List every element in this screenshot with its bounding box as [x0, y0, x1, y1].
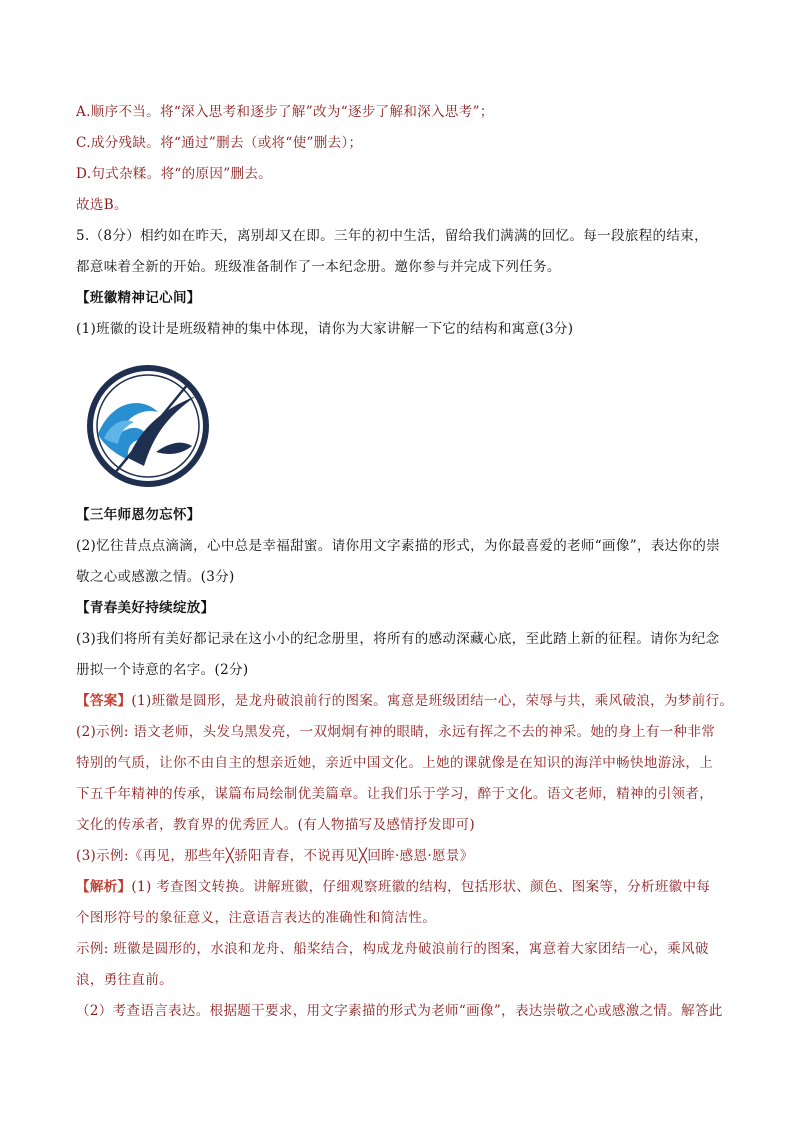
answer-2-line-4: 文化的传承者，教育界的优秀匠人。(有人物描写及感情抒发即可) — [76, 817, 476, 833]
answer-2-line-3: 下五千年精神的传承，谋篇布局绘制优美篇章。让我们乐于学习，醉于文化。语文老师，精神的引领者， — [76, 786, 714, 802]
answer-1 — [76, 691, 736, 711]
answer-2-line-1: (2)示例: 语文老师，头发乌黑发亮，一双炯炯有神的眼睛，永远有挥之不去的神采。她的身上有一种非常 — [76, 724, 716, 740]
answer-3: (3)示例:《再见，那些年╳骄阳青春，不说再见╳回眸·感恩·愿景》 — [76, 848, 474, 864]
task-2-line-1: (2)忆往昔点点滴滴，心中总是幸福甜蜜。请你用文字素描的形式，为你最喜爱的老师“画像”，表达你的崇 — [76, 538, 721, 554]
task-1: (1)班徽的设计是班级精神的集中体现，请你为大家讲解一下它的结构和寓意(3分) — [76, 321, 574, 337]
option-a: A.顺序不当。将“深入思考和逐步了解”改为“逐步了解和深入思考”； — [76, 104, 494, 120]
question5-intro-1: 5.（8分）相约如在昨天，离别却又在即。三年的初中生活，留给我们满满的回忆。每一段旅程的结束， — [76, 228, 708, 244]
task-3-line-2: 册拟一个诗意的名字。(2分) — [76, 662, 249, 678]
question5-intro-2: 都意味着全新的开始。班级准备制作了一本纪念册。邀你参与并完成下列任务。 — [76, 259, 561, 275]
analysis-1-text: (1) 考查图文转换。讲解班徽，仔细观察班徽的结构，包括形状、颜色、图案等，分析班徽中每 — [131, 879, 711, 895]
answer-2-line-2: 特别的气质，让你不由自主的想亲近她，亲近中国文化。上她的课就像是在知识的海洋中畅快地游泳，上 — [76, 755, 714, 771]
option-d: D.句式杂糅。将“的原因”删去。 — [76, 166, 273, 182]
class-emblem-image — [84, 362, 212, 490]
analysis-1-line-2: 个图形符号的象征意义，注意语言表达的准确性和简洁性。 — [76, 910, 437, 926]
answer-label: 【答案】 — [76, 693, 132, 709]
answer-1-text: (1)班徽是圆形，是龙舟破浪前行的图案。寓意是班级团结一心，荣辱与共，乘风破浪，为梦前行。 — [131, 693, 734, 709]
analysis-1-line-1 — [76, 877, 736, 897]
analysis-example-1: 示例: 班徽是圆形的，水浪和龙舟、船桨结合，构成龙舟破浪前行的图案，寓意着大家团结一心，乘风破 — [76, 941, 709, 957]
analysis-2-line-1: （2）考查语言表达。根据题干要求，用文字素描的形式为老师“画像”，表达崇敬之心或感激之情。解答此 — [76, 1003, 723, 1019]
option-c: C.成分残缺。将“通过”删去（或将“使”删去）； — [76, 135, 363, 151]
spray-dot — [111, 417, 117, 423]
section-title-emblem: 【班徽精神记心间】 — [76, 290, 201, 306]
conclusion: 故选B。 — [76, 197, 128, 213]
section-title-teacher: 【三年师恩勿忘怀】 — [76, 507, 201, 523]
task-3-line-1: (3)我们将所有美好都记录在这小小的纪念册里，将所有的感动深藏心底，至此踏上新的征程。请你为纪念 — [76, 631, 720, 647]
analysis-example-2: 浪，勇往直前。 — [76, 972, 173, 988]
analysis-label: 【解析】 — [76, 879, 132, 895]
spray-dot — [104, 424, 108, 428]
task-2-line-2: 敬之心或感激之情。(3分) — [76, 569, 235, 585]
section-title-youth: 【青春美好持续绽放】 — [76, 600, 215, 616]
